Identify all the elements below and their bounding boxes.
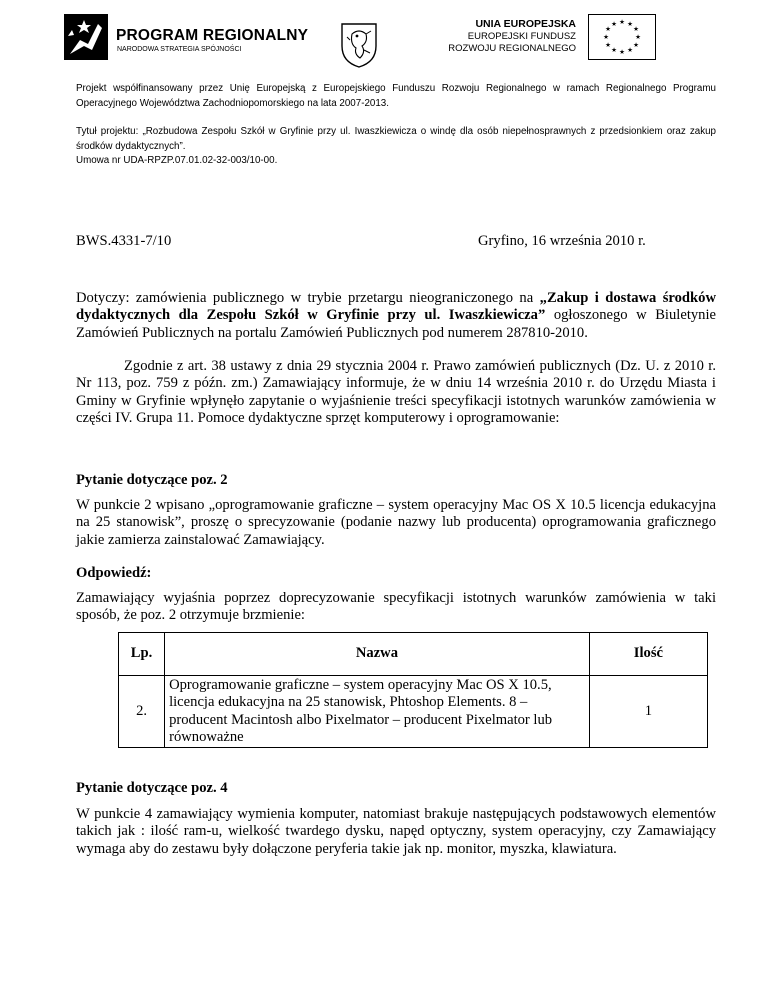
reference-number: BWS.4331-7/10 <box>76 233 172 249</box>
cell-lp: 2. <box>119 676 165 748</box>
subject-suffix: ogłoszonego w Biuletynie Zamówień Publicznych na portalu Zamówień Publicznych pod numerem 287810-2010. <box>76 307 716 341</box>
table-row <box>119 676 708 748</box>
header-nazwa: Nazwa <box>165 633 590 676</box>
specification-table <box>118 632 708 748</box>
question-4-heading: Pytanie dotyczące poz. 4 <box>76 780 228 796</box>
eu-fund-line1: EUROPEJSKI FUNDUSZ <box>467 31 576 42</box>
question-2-heading: Pytanie dotyczące poz. 2 <box>76 472 228 488</box>
project-title: Tytuł projektu: „Rozbudowa Zespołu Szkół w Gryfinie przy ul. Iwaszkiewicza o windę dla osób niepełnosprawnych z przedsionkiem oraz zakup środków dydaktycznych”. <box>76 126 716 152</box>
cell-ilosc: 1 <box>589 676 707 748</box>
answer-text: Zamawiający wyjaśnia poprzez doprecyzowanie specyfikacji istotnych warunków zamówienia w taki sposób, że poz. 2 otrzymuje brzmienie: <box>76 590 716 624</box>
header-ilosc: Ilość <box>589 633 707 676</box>
svg-text:★: ★ <box>633 41 639 49</box>
svg-text:★: ★ <box>619 18 625 26</box>
svg-text:★: ★ <box>619 48 625 56</box>
header-lp: Lp. <box>119 633 165 676</box>
svg-text:★: ★ <box>605 41 611 49</box>
svg-text:★: ★ <box>627 20 633 28</box>
question-2-text: W punkcie 2 wpisano „oprogramowanie graficzne – system operacyjny Mac OS X 10.5 licencja edukacyjna na 25 stanowisk”, proszę o sprecyzowanie (podanie nazwy lub producenta) oprogramowania graficznego jakie zamierza zainstalować Zamawiający. <box>76 497 716 548</box>
place-date: Gryfino, 16 września 2010 r. <box>478 233 646 249</box>
svg-text:★: ★ <box>611 20 617 28</box>
program-regionalny-logo-icon <box>64 14 108 60</box>
contract-number: Umowa nr UDA-RPZP.07.01.02-32-003/10-00. <box>76 155 278 166</box>
eu-text-block <box>420 18 576 55</box>
subject-paragraph <box>76 290 716 342</box>
svg-text:★: ★ <box>605 25 611 33</box>
eu-title: UNIA EUROPEJSKA <box>475 18 576 30</box>
question-4-text: W punkcie 4 zamawiający wymienia komputer, natomiast brakuje następujących podstawowych elementów takich jak : ilość ram-u, wielkość twardego dysku, napęd optyczny, system operacyjny, czy Zamawiający wymaga aby do zestawu były dołączone peryferia takie jak np. monitor, myszka, klawiatura. <box>76 806 716 857</box>
intro-text: Zgodnie z art. 38 ustawy z dnia 29 stycznia 2004 r. Prawo zamówień publicznych (Dz. U. z 2010 r. Nr 113, poz. 759 z późn. zm.) Zamawiający informuje, że w dniu 14 września 2010 r. do Urzędu Miasta i Gminy w Gryfinie wpłynęło zapytanie o wyjaśnienie treści specyfikacji istotnych warunków zamówienia w części IV. Grupa 11. Pomoce dydaktyczne sprzęt komputerowy i oprogramowanie: <box>76 358 716 426</box>
eu-flag-icon <box>588 14 656 60</box>
cell-nazwa: Oprogramowanie graficzne – system operacyjny Mac OS X 10.5, licencja edukacyjna na 25 stanowisk, Phtoshop Elements. 8 – producent Macintosh albo Pixelmator – producent Pixelmator lub równoważne <box>165 676 590 748</box>
voivodeship-crest-icon <box>340 22 378 68</box>
program-title: PROGRAM REGIONALNY <box>116 27 309 44</box>
subject-prefix: Dotyczy: zamówienia publicznego w trybie przetargu nieograniczonego na <box>76 290 534 306</box>
intro-paragraph <box>76 358 716 427</box>
eu-fund-line2: ROZWOJU REGIONALNEGO <box>448 43 576 54</box>
svg-text:★: ★ <box>611 46 617 54</box>
svg-text:★: ★ <box>635 33 641 41</box>
svg-text:★: ★ <box>633 25 639 33</box>
project-info <box>76 125 716 169</box>
svg-text:★: ★ <box>603 33 609 41</box>
answer-heading: Odpowiedź: <box>76 565 152 581</box>
svg-text:★: ★ <box>627 46 633 54</box>
letterhead <box>0 0 768 75</box>
program-subtitle: NARODOWA STRATEGIA SPÓJNOŚCI <box>117 46 242 53</box>
subject-bold: „Zakup i dostawa środków dydaktycznych dla Zespołu Szkół w Gryfinie przy ul. Iwaszkiewicza” <box>76 290 717 324</box>
table-header-row <box>119 633 708 676</box>
cofinancing-note: Projekt współfinansowany przez Unię Europejską z Europejskiego Funduszu Rozwoju Regionalnego w ramach Regionalnego Programu Operacyjnego Województwa Zachodniopomorskiego na lata 2007-2013. <box>76 83 716 109</box>
